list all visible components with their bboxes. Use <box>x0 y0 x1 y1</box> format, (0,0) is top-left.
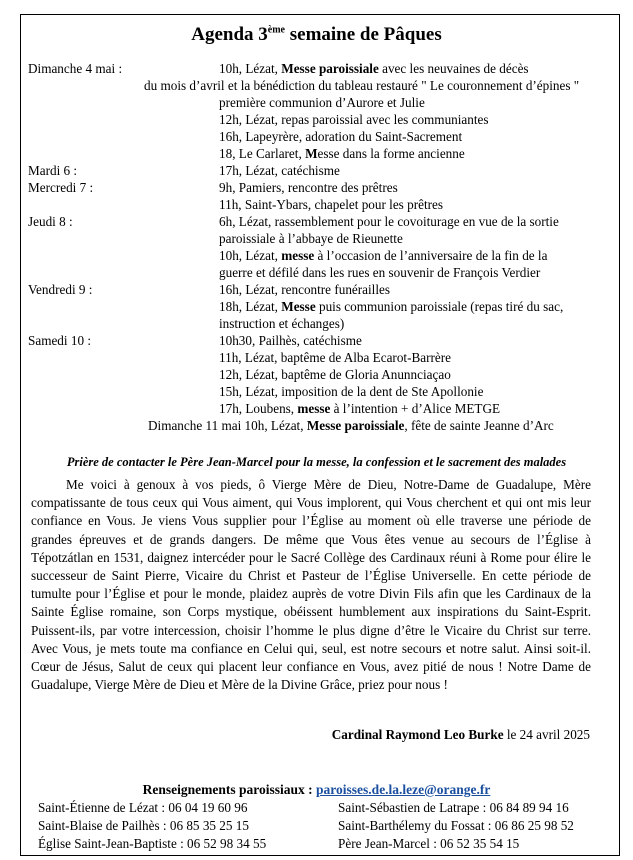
agenda-row <box>28 111 618 128</box>
agenda-event: 6h, Lézat, rassemblement pour le covoiturage en vue de la sortie <box>219 214 559 229</box>
signature: Cardinal Raymond Leo Burke le 24 avril 2025 <box>331 727 590 742</box>
contact-latrape: Saint-Sébastien de Latrape : 06 84 89 94 16 <box>338 800 569 815</box>
agenda-row <box>28 298 618 315</box>
agenda-row <box>28 145 618 162</box>
agenda-next-sunday: Dimanche 11 mai 10h, Lézat, Messe paroissiale, fête de sainte Jeanne d’Arc <box>148 418 554 433</box>
agenda-day: Mardi 6 : <box>28 163 78 178</box>
agenda-row <box>28 94 618 111</box>
agenda-day: Mercredi 7 : <box>28 180 94 195</box>
agenda-event: 9h, Pamiers, rencontre des prêtres <box>219 180 398 195</box>
agenda-event: 18, Le Carlaret, Messe dans la forme ancienne <box>219 146 465 161</box>
agenda-row <box>28 213 618 230</box>
agenda-row <box>28 281 618 298</box>
agenda-event: 11h, Lézat, baptême de Alba Ecarot-Barrère <box>219 350 452 365</box>
agenda-event: 10h30, Pailhès, catéchisme <box>219 333 362 348</box>
agenda-row <box>28 400 618 417</box>
agenda-row <box>28 315 618 332</box>
agenda-row <box>28 247 618 264</box>
contact-pere-jean-marcel: Père Jean-Marcel : 06 52 35 54 15 <box>338 836 520 851</box>
agenda-row <box>28 366 618 383</box>
agenda-event: 17h, Lézat, catéchisme <box>219 163 340 178</box>
agenda-event: paroissiale à l’abbaye de Rieunette <box>219 231 403 246</box>
agenda-event: 16h, Lézat, rencontre funérailles <box>219 282 390 297</box>
agenda-day: Jeudi 8 : <box>28 214 73 229</box>
agenda-row <box>28 264 618 281</box>
agenda-row <box>28 383 618 400</box>
agenda-event: 11h, Saint-Ybars, chapelet pour les prêtres <box>219 197 443 212</box>
agenda <box>28 60 618 434</box>
email-link[interactable]: paroisses.de.la.leze@orange.fr <box>316 782 491 797</box>
agenda-row <box>28 349 618 366</box>
contact-fossat: Saint-Barthélemy du Fossat : 06 86 25 98 52 <box>338 818 574 833</box>
agenda-row <box>28 77 618 94</box>
agenda-row <box>28 417 618 434</box>
contact-saint-jean-baptiste: Église Saint-Jean-Baptiste : 06 52 98 34 55 <box>38 836 267 851</box>
contact-pailhes: Saint-Blaise de Pailhès : 06 85 35 25 15 <box>38 818 249 833</box>
agenda-day: Vendredi 9 : <box>28 282 93 297</box>
agenda-day: Dimanche 4 mai : <box>28 61 123 76</box>
agenda-day: Samedi 10 : <box>28 333 92 348</box>
agenda-event: 18h, Lézat, Messe puis communion paroissiale (repas tiré du sac, <box>219 299 564 314</box>
parish-info-title: Renseignements paroissiaux : paroisses.de.la.leze@orange.fr <box>142 782 491 797</box>
agenda-event: 16h, Lapeyrère, adoration du Saint-Sacrement <box>219 129 463 144</box>
agenda-event: première communion d’Aurore et Julie <box>219 95 425 110</box>
prayer-text: Me voici à genoux à vos pieds, ô Vierge Mère de Dieu, Notre-Dame de Guadalupe, Mère compatissante de tous ceux qui Vous aiment, qui Vous implorent, qui Vous cherchent et qui ont mis leur confiance en Vous. Je viens Vous supplier pour l’Église au moment où elle traverse une période de grandes épreuves et de grands dangers. De même que Vous êtes venue au secours de l’Église à Tépotzátlan en 1531, daignez intercéder pour le Sacré Collège des Cardinaux réuni à Rome pour élire le successeur de Saint Pierre, Vicaire du Christ et Pasteur de l’Église Universelle. En cette période de tumulte pour l’Église et pour le monde, plaidez auprès de votre Divin Fils afin que les Cardinaux de la Sainte Église romaine, son Corps mystique, obéissent humblement aux inspirations du Saint-Esprit. Puissent-ils, par votre intercession, choisir l’homme le plus digne d’être le Vicaire du Christ sur terre. Avec Vous, je mets toute ma confiance en Celui qui, seul, est notre secours et notre salut. Ainsi soit-il. Cœur de Jésus, Salut de ceux qui placent leur confiance en Vous, avez pitié de nous ! Notre Dame de Guadalupe, Vierge Mère de Dieu et Mère de la Divine Grâce, priez pour nous ! <box>31 477 591 693</box>
agenda-row <box>28 60 618 77</box>
agenda-event: 10h, Lézat, messe à l’occasion de l’anniversaire de la fin de la <box>219 248 548 263</box>
agenda-row <box>28 332 618 349</box>
agenda-event: 12h, Lézat, repas paroissial avec les communiantes <box>219 112 489 127</box>
agenda-event: du mois d’avril et la bénédiction du tableau restauré " Le couronnement d’épines " <box>144 78 580 93</box>
agenda-row <box>28 196 618 213</box>
agenda-event: instruction et échanges) <box>219 316 345 331</box>
agenda-event: 17h, Loubens, messe à l’intention + d’Alice METGE <box>219 401 501 416</box>
agenda-row <box>28 179 618 196</box>
contact-lezat: Saint-Étienne de Lézat : 06 04 19 60 96 <box>38 800 248 815</box>
contact-note: Prière de contacter le Père Jean-Marcel pour la messe, la confession et le sacrement des malades <box>66 455 567 469</box>
agenda-row <box>28 162 618 179</box>
agenda-row <box>28 230 618 247</box>
page-title: Agenda 3ème semaine de Pâques <box>191 24 442 45</box>
agenda-event: 15h, Lézat, imposition de la dent de Ste Apollonie <box>219 384 484 399</box>
agenda-event: 10h, Lézat, Messe paroissiale avec les neuvaines de décès <box>219 61 529 76</box>
agenda-event: guerre et défilé dans les rues en souvenir de François Verdier <box>219 265 541 280</box>
agenda-row <box>28 128 618 145</box>
agenda-event: 12h, Lézat, baptême de Gloria Anunnciaçao <box>219 367 451 382</box>
